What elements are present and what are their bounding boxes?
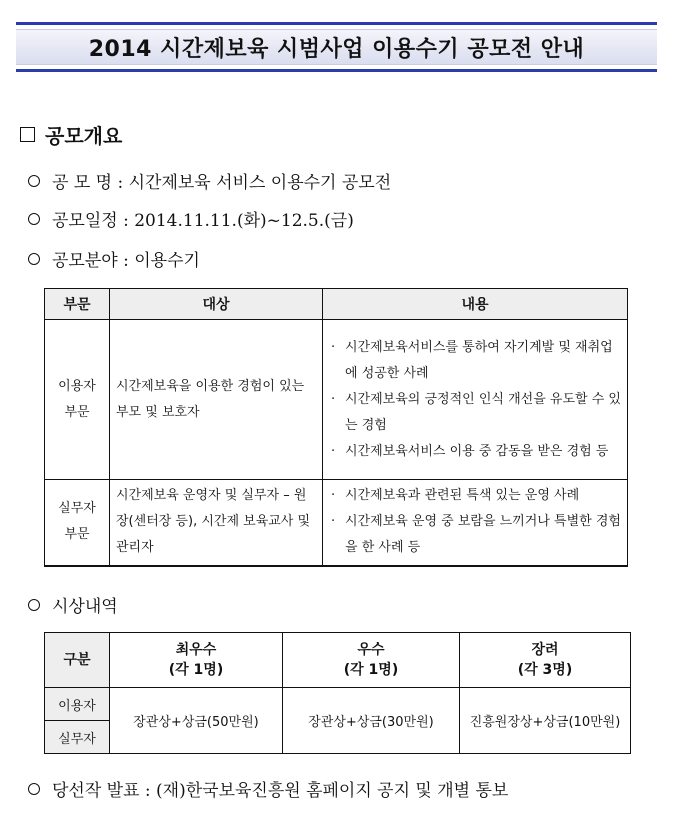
circle-bullet-icon	[28, 783, 40, 795]
circle-bullet-icon	[28, 599, 40, 611]
header-category: 부문	[45, 289, 110, 320]
content-cell	[323, 480, 628, 566]
table-row	[45, 688, 631, 721]
page-title: 2014 시간제보육 시범사업 이용수기 공모전 안내	[16, 29, 657, 65]
prize-cell: 진흥원장상+상금(10만원)	[460, 688, 631, 754]
category-line: 부문	[64, 404, 90, 420]
bullet-schedule	[28, 206, 354, 231]
header-corner: 구분	[45, 633, 110, 688]
award-count: (각 1명)	[343, 662, 399, 678]
prize-cell: 장관상+상금(50만원)	[110, 688, 283, 754]
circle-bullet-icon	[28, 253, 40, 265]
target-cell: 시간제보육 운영자 및 실무자 – 원장(센터장 등), 시간제 보육교사 및 관리자	[110, 480, 323, 566]
header-target: 대상	[110, 289, 323, 320]
title-banner	[16, 22, 657, 72]
circle-bullet-icon	[28, 175, 40, 187]
prize-cell: 장관상+상금(30만원)	[283, 688, 460, 754]
award-name: 장려	[531, 642, 559, 658]
content-item: · 시간제보육 운영 중 보람을 느끼거나 특별한 경험을 한 사례 등	[329, 509, 621, 561]
section-title: 공모개요	[45, 124, 123, 148]
category-line: 부문	[64, 527, 90, 543]
category-cell	[45, 480, 110, 566]
bullet-text: 공모분야 : 이용수기	[52, 251, 200, 271]
table-header-row	[45, 289, 628, 320]
title-rule-top	[16, 22, 657, 25]
row-label: 실무자	[45, 721, 110, 754]
title-rule-bottom	[16, 69, 657, 72]
content-item: · 시간제보육서비스를 통하여 자기계발 및 재취업에 성공한 사례	[329, 335, 621, 387]
header-award	[110, 633, 283, 688]
bullet-contest-name	[28, 168, 391, 193]
category-line: 이용자	[58, 378, 96, 394]
row-label: 이용자	[45, 688, 110, 721]
table-row	[45, 320, 628, 480]
content-cell	[323, 320, 628, 480]
category-cell	[45, 320, 110, 480]
content-item: · 시간제보육의 긍정적인 인식 개선을 유도할 수 있는 경험	[329, 387, 621, 439]
bullet-field	[28, 246, 200, 271]
award-name: 우수	[357, 642, 385, 658]
header-award	[283, 633, 460, 688]
bullet-text: 공 모 명 : 시간제보육 서비스 이용수기 공모전	[52, 173, 392, 193]
table-row	[45, 480, 628, 566]
award-name: 최우수	[175, 642, 217, 658]
award-table	[44, 632, 631, 754]
bullet-awards	[28, 592, 118, 617]
bullet-text: 시상내역	[52, 597, 118, 617]
content-item: · 시간제보육서비스 이용 중 감동을 받은 경험 등	[329, 439, 621, 465]
category-line: 실무자	[58, 501, 96, 517]
award-count: (각 1명)	[168, 662, 224, 678]
category-table	[44, 288, 628, 567]
bullet-text: 공모일정 : 2014.11.11.(화)~12.5.(금)	[52, 211, 354, 231]
award-count: (각 3명)	[517, 662, 573, 678]
section-heading	[20, 120, 122, 149]
table-header-row	[45, 633, 631, 688]
bullet-text: 당선작 발표 : (재)한국보육진흥원 홈페이지 공지 및 개별 통보	[52, 781, 509, 801]
target-cell: 시간제보육을 이용한 경험이 있는 부모 및 보호자	[110, 320, 323, 480]
header-award	[460, 633, 631, 688]
bullet-announcement	[28, 776, 508, 801]
square-bullet-icon	[20, 127, 35, 142]
circle-bullet-icon	[28, 213, 40, 225]
content-item: · 시간제보육과 관련된 특색 있는 운영 사례	[329, 483, 621, 509]
header-content: 내용	[323, 289, 628, 320]
